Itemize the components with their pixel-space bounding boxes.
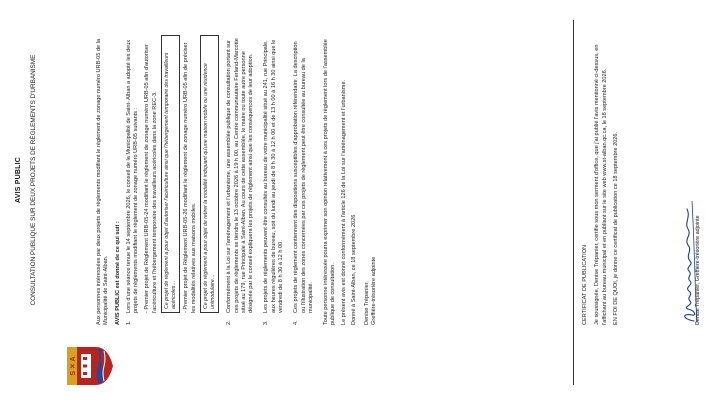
notice-subtitle: CONSULTATION PUBLIQUE SUR DEUX PROJETS DE RÈGLEMENTS D'URBANISME [30, 54, 37, 306]
list-item-4 [293, 35, 319, 325]
item-text: Lors d'une séance tenue le 14 septembre 2026, le conseil de la Municipalité de Saint- Alban a adopté les deux projets de règlements modifiant le règlement de zonage numéro URB-05 suivants : [125, 39, 140, 313]
intro-paragraph: Aux personnes intéressées par deux projets de règlements modifiant le règlement de zonage numéro URB-05 de la Municipalité de Saint-Alban. [96, 38, 110, 325]
signatory-name: Denise Trépanier, [364, 281, 371, 325]
certificate-faith: EN FOI DE QUOI, je donne ce certificat de publication ce 18 septembre 2026. [612, 131, 619, 325]
certificate-text: Je soussignée, Denise Trépanier, certifie sous mon serment d'office, que j'ai publié l'avis mentionné ci-dessus, en l'affichant au bureau municipal et en publiant sur le site web www.st-alban.qc.ca, le 18 septembre 2026. [594, 44, 608, 325]
closing-legal: Le présent avis est donné conformément à l'article 126 de la Loi sur l'aménagement et l'urbanisme. [340, 79, 347, 325]
sub-item-urb-05-24 [144, 35, 159, 313]
crest-letters: S ✕ A [70, 356, 77, 376]
item-number: 3. [263, 320, 270, 325]
closing-opinion: Toute personne intéressée pourra exprimer son opinion relativement à ces projets de règlement lors de l'assemblée publique de consultation. [323, 39, 337, 325]
item-number: 4. [293, 320, 300, 325]
signatory-title: Greffière-trésorière adjointe [371, 256, 378, 325]
item-number: 1. [125, 320, 132, 325]
list-item-3 [263, 35, 289, 325]
item-text: Conformément à la Loi sur l'aménagement et l'urbanisme, une assemblée publique de consultation portant sur ces projets de règlements se tiendra le 13 octobre 2026 à 19 h 00, au Centre communautaire Ferland-Marcotte situé au 179, rue Principale à Saint-Alban. Au cours de cette assemblée, le maire ou toute autre personne désignée par le conseil expliquera les projets de règlement ainsi que les conséquences de leur adoption. [226, 38, 255, 313]
sub-item-text: Premier projet de Règlement URB-05-26 modifiant le règlement de zonage numéro URB-05 afin de préciser les modalités relatives aux maisons mobiles. [183, 42, 197, 313]
sub-item-urb-05-26 [183, 35, 198, 313]
closing-block [323, 35, 379, 325]
explanatory-note-box: Ce projet de règlement a pour objet de retirer la modalité indiquant qu'une maison mobile ou une résidence unimodulaire… [200, 35, 220, 313]
bullet: - [144, 311, 151, 313]
item-text: Les projets de règlements peuvent être consultés au bureau de votre municipalité situé au 241, rue Principale, aux heures régulières de bureau, soit du lundi au jeudi de 8 h 30 à 12 h 00 et de 13 h 00 à 16 h 30 ainsi que le vendredi de 8 h 30 à 12 h 00. [263, 39, 284, 313]
crest-window-2 [83, 365, 87, 368]
notice-header: AVIS PUBLIC est donné de ce qui suit : [114, 221, 121, 325]
signature-caption: Denise Trépanier, Greffière-trésorière adjointe [695, 215, 701, 325]
municipal-crest-logo [66, 345, 114, 387]
item-number: 2. [226, 320, 233, 325]
certificate-divider [573, 20, 574, 385]
crest-window-1 [83, 372, 87, 375]
bullet: - [183, 311, 190, 313]
sub-item-text: Premier projet de Règlement URB-05-24 modifiant le règlement de zonage numéro URB-05 afin d'autoriser l'acériculture et l'hébergement temporaire des travailleurs acéricoles dans la zone REC-3. [144, 44, 158, 313]
list-item-2 [226, 35, 259, 325]
certificate-title: CERTIFICAT DE PUBLICATION [582, 244, 588, 325]
item-text: Ces projets de règlement contiennent des dispositions susceptibles d'approbation référendaire. La description ou l'illustration des zones concernées par ces projets de règlement peut être consultée au bureau de la municipalité. [293, 41, 314, 313]
notice-body [96, 35, 379, 325]
certificate-section [582, 35, 624, 325]
explanatory-note-box: Ce projet de règlement a pour objet d'autoriser l'acériculture ainsi que l'hébergement temporaire des travailleurs acéricoles… [161, 35, 181, 313]
list-item-1 [126, 35, 223, 325]
crest-window-3 [83, 357, 87, 360]
closing-date: Donné à Saint-Alban, ce 18 septembre 2026 [350, 214, 357, 325]
notice-title: AVIS PUBLIC [15, 156, 22, 204]
